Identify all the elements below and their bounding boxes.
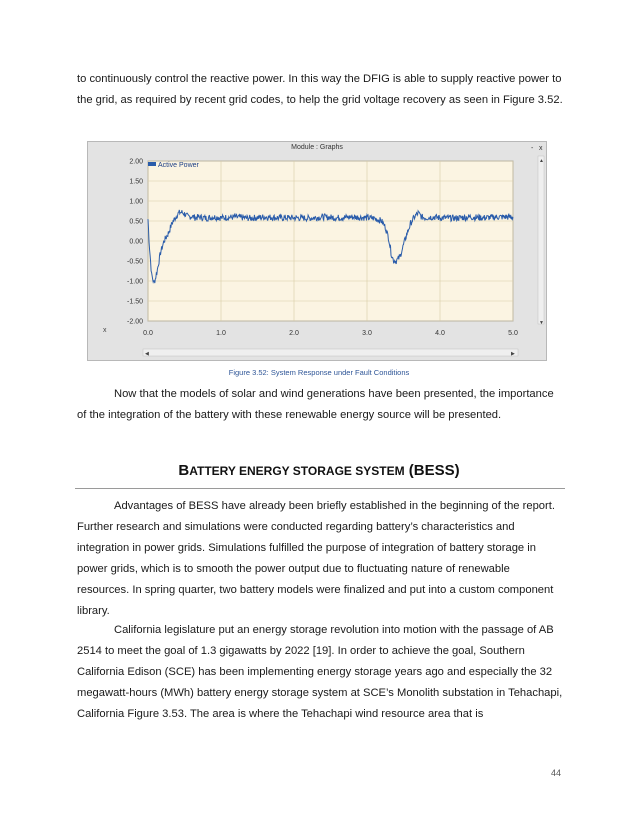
heading-divider: [75, 488, 565, 489]
scroll-down-icon[interactable]: ▼: [539, 320, 544, 326]
y-tick-label: -1.00: [127, 278, 143, 286]
active-power-chart: [88, 142, 546, 360]
y-tick-label: 2.00: [129, 158, 143, 166]
y-tick-label: 1.00: [129, 198, 143, 206]
page-number: 44: [550, 768, 561, 778]
x-tick-label: 3.0: [362, 330, 372, 337]
heading-initial: B: [178, 462, 190, 479]
close-icon[interactable]: x: [539, 145, 543, 152]
y-tick-label: -2.00: [127, 318, 143, 326]
y-tick-label: -0.50: [127, 258, 143, 266]
y-tick-label: -1.50: [127, 298, 143, 306]
paragraph-bess-1: Advantages of BESS have already been briefly established in the beginning of the report. Further research and simulations were conducted regarding battery’s characteristics and integration in power grids. Simulations fulfilled the purpose of integration of battery storage in power grids, which is to smooth the power output due to fluctuating nature of renewable resources. In spring quarter, two battery models were finalized and put into a custom component library.: [77, 500, 555, 617]
scroll-up-icon[interactable]: ▲: [539, 158, 544, 164]
graph-window: [87, 141, 547, 361]
y-tick-label: 0.00: [129, 238, 143, 246]
axis-corner-label: x: [103, 327, 107, 334]
horizontal-scrollbar[interactable]: [143, 349, 518, 356]
heading-small-caps: ATTERY ENERGY STORAGE SYSTEM: [189, 464, 405, 478]
figure-caption: Figure 3.52: System Response under Fault Conditions: [228, 368, 410, 377]
x-tick-label: 4.0: [435, 330, 445, 337]
minimize-icon[interactable]: -: [531, 145, 534, 152]
heading-abbreviation: (BESS): [408, 462, 460, 479]
paragraph-transition: Now that the models of solar and wind generations have been presented, the importance of the integration of the battery with these renewable energy source will be presented.: [77, 388, 554, 421]
vertical-scrollbar[interactable]: [538, 156, 544, 324]
x-tick-label: 2.0: [289, 330, 299, 337]
paragraph-bess-2: California legislature put an energy storage revolution into motion with the passage of AB 2514 to meet the goal of 1.3 gigawatts by 2022 [19]. In order to achieve the goal, Southern California Edison (SCE) has been implementing energy storage years ago and especially the 32 megawatt-hours (MWh) battery energy storage system at SCE’s Monolith substation in Tehachapi, California Figure 3.53. The area is where the Tehachapi wind resource area that is: [77, 624, 563, 720]
section-heading: [0, 462, 638, 479]
paragraph-intro: to continuously control the reactive power. In this way the DFIG is able to supply reactive power to the grid, as required by recent grid codes, to help the grid voltage recovery as seen in Figure 3.52.: [77, 73, 563, 106]
legend-swatch: [148, 162, 156, 166]
window-title: Module : Graphs: [291, 144, 343, 151]
x-tick-label: 5.0: [508, 330, 518, 337]
scroll-left-icon[interactable]: ◀: [145, 351, 149, 357]
x-tick-label: 1.0: [216, 330, 226, 337]
scroll-right-icon[interactable]: ▶: [511, 351, 515, 357]
legend-label: Active Power: [158, 162, 199, 169]
y-tick-label: 1.50: [129, 178, 143, 186]
y-tick-label: 0.50: [129, 218, 143, 226]
x-tick-label: 0.0: [143, 330, 153, 337]
